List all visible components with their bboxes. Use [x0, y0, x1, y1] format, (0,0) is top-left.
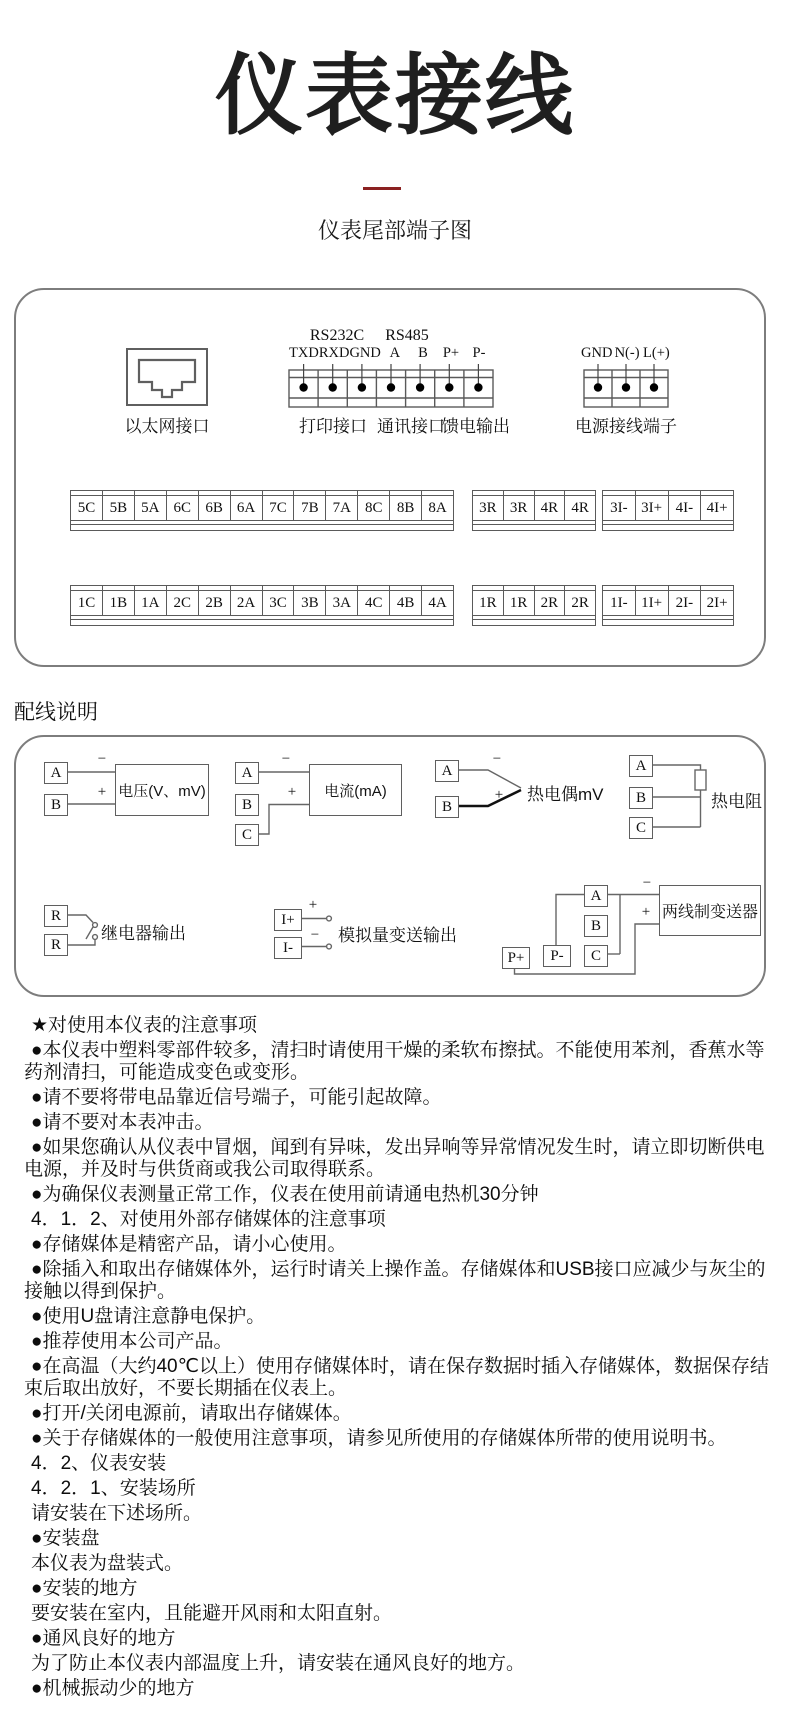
voltage-box: 电压(V、mV) [115, 764, 209, 816]
note-line: 要安装在室内，且能避开风雨和太阳直射。 [31, 1603, 393, 1624]
terminal-box: A [629, 755, 653, 777]
note-line: ●存储媒体是精密产品，请小心使用。 [31, 1234, 347, 1255]
note-line: ●请不要对本表冲击。 [31, 1112, 214, 1133]
terminal-cell: 4C [358, 586, 390, 615]
terminal-cell: 2B [199, 586, 231, 615]
plus-sign: + [494, 787, 504, 803]
terminal-cell: 4I- [669, 491, 702, 520]
terminal-cell: 1I- [603, 586, 636, 615]
power-pin-labels [581, 345, 671, 362]
terminal-box: R [44, 905, 68, 927]
power-connector-dots [594, 383, 658, 391]
terminal-box: P- [543, 945, 571, 967]
terminal-cell: 1R [473, 586, 504, 615]
note-line: 4．2．1、安装场所 [31, 1478, 196, 1499]
notes-section [0, 1012, 790, 1703]
note-line: ●推荐使用本公司产品。 [31, 1331, 233, 1352]
terminal-cell: 3R [473, 491, 504, 520]
terminal-cell: 8A [422, 491, 453, 520]
terminal-cell: 4R [565, 491, 595, 520]
note-line: 4．1．2、对使用外部存储媒体的注意事项 [31, 1209, 386, 1230]
terminal-box: C [235, 824, 259, 846]
pin-label: GND [349, 345, 381, 361]
terminal-strip-row2-channels [70, 585, 454, 626]
terminal-box: C [584, 945, 608, 967]
terminal-cell: 2R [535, 586, 566, 615]
feed-output-caption: 馈电输出 [442, 417, 510, 436]
terminal-cell: 8C [358, 491, 390, 520]
terminal-cell: 1A [135, 586, 167, 615]
note-line: ●使用U盘请注意静电保护。 [31, 1306, 266, 1327]
terminal-strip-row2-currents [602, 585, 734, 626]
terminal-box: A [435, 760, 459, 782]
subtitle: 仪表尾部端子图 [317, 218, 472, 243]
note-line: ●关于存储媒体的一般使用注意事项，请参见所使用的存储媒体所带的使用说明书。 [31, 1428, 727, 1449]
terminal-strip-row2-relays [472, 585, 596, 626]
terminal-cell: 3C [263, 586, 295, 615]
terminal-cell: 6A [231, 491, 263, 520]
analog-output-label: 模拟量变送输出 [338, 926, 457, 945]
terminal-box: B [235, 794, 259, 816]
current-box: 电流(mA) [309, 764, 402, 816]
pin-label: TXD [289, 345, 319, 361]
note-line: 为了防止本仪表内部温度上升，请安装在通风良好的地方。 [31, 1653, 526, 1674]
terminal-cell: 2A [231, 586, 263, 615]
terminal-cell: 1B [103, 586, 135, 615]
note-line: ●本仪表中塑料零部件较多，清扫时请使用干燥的柔软布擦拭。不能使用苯剂，香蕉水等药剂清扫，可能造成变色或变形。 [24, 1040, 765, 1083]
note-line: ●通风良好的地方 [31, 1628, 176, 1649]
terminal-cell: 2C [167, 586, 199, 615]
terminal-cell: 5A [135, 491, 167, 520]
pin-label: GND [581, 345, 613, 361]
terminal-cell: 7B [294, 491, 326, 520]
terminal-cell: 8B [390, 491, 422, 520]
minus-sign: − [642, 875, 652, 891]
terminal-cell: 7C [263, 491, 295, 520]
rs485-label: RS485 [385, 327, 429, 344]
terminal-cell: 3I+ [636, 491, 669, 520]
rs232c-label: RS232C [309, 327, 365, 344]
terminal-box: B [629, 787, 653, 809]
terminal-strip-row1-relays [472, 490, 596, 531]
terminal-box: A [584, 885, 608, 907]
pin-label: L(+) [643, 345, 670, 361]
print-port-caption: 打印接口 [299, 417, 367, 436]
note-line: ●安装盘 [31, 1528, 100, 1549]
terminal-cell: 2I+ [701, 586, 733, 615]
note-line: ●机械振动少的地方 [31, 1678, 195, 1699]
note-line: ●请不要将带电品靠近信号端子，可能引起故障。 [31, 1087, 442, 1108]
terminal-cell: 1C [71, 586, 103, 615]
terminal-cell: 5B [103, 491, 135, 520]
plus-sign: + [97, 784, 107, 800]
terminal-cell: 1I+ [636, 586, 669, 615]
ethernet-caption: 以太网接口 [124, 417, 210, 436]
minus-sign: − [97, 751, 107, 767]
terminal-cell: 3I- [603, 491, 636, 520]
terminal-cell: 3A [326, 586, 358, 615]
terminal-box: B [44, 794, 68, 816]
pin-label: P- [472, 345, 486, 361]
terminal-cell: 2R [565, 586, 595, 615]
pin-label: RXD [318, 345, 350, 361]
terminal-box: I+ [274, 909, 302, 931]
note-line: 本仪表为盘装式。 [31, 1553, 184, 1574]
minus-sign: − [310, 927, 320, 943]
note-line: ●在高温（大约40℃以上）使用存储媒体时，请在保存数据时插入存储媒体，数据保存结束后取出放好，不要长期插在仪表上。 [24, 1356, 769, 1399]
note-line: ★对使用本仪表的注意事项 [31, 1015, 258, 1036]
pin-label: N(-) [614, 345, 640, 361]
terminal-cell: 4A [422, 586, 453, 615]
accent-line [363, 187, 401, 190]
minus-sign: − [492, 751, 502, 767]
terminal-box: A [235, 762, 259, 784]
relay-label: 继电器输出 [101, 924, 186, 943]
terminal-cell: 7A [326, 491, 358, 520]
comm-pin-labels [289, 345, 493, 362]
plus-sign: + [641, 904, 651, 920]
note-line: 4．2、仪表安装 [31, 1453, 167, 1474]
note-line: ●除插入和取出存储媒体外，运行时请关上操作盖。存储媒体和USB接口应减少与灰尘的接触以得到保护。 [24, 1259, 766, 1302]
terminal-box: C [629, 817, 653, 839]
transmitter-box: 两线制变送器 [659, 885, 761, 936]
page-title: 仪表接线 [214, 46, 575, 145]
terminal-diagram-panel [14, 288, 766, 667]
terminal-cell: 2I- [669, 586, 702, 615]
terminal-cell: 4I+ [701, 491, 733, 520]
terminal-box: P+ [502, 947, 530, 969]
note-line: ●打开/关闭电源前，请取出存储媒体。 [31, 1403, 352, 1424]
comm-port-caption: 通讯接口 [377, 417, 445, 436]
plus-sign: + [308, 897, 318, 913]
terminal-box: B [584, 915, 608, 937]
note-line: ●为确保仪表测量正常工作，仪表在使用前请通电热机30分钟 [31, 1184, 539, 1205]
note-line: 请安装在下述场所。 [31, 1503, 203, 1524]
terminal-cell: 4R [535, 491, 566, 520]
terminal-box: R [44, 934, 68, 956]
rtd-label: 热电阻 [711, 792, 762, 811]
pin-label: P+ [442, 345, 460, 361]
pin-label: A [389, 345, 401, 361]
terminal-strip-row1-currents [602, 490, 734, 531]
terminal-box: A [44, 762, 68, 784]
comm-connector-dots [299, 383, 482, 391]
terminal-cell: 6B [199, 491, 231, 520]
terminal-box: B [435, 796, 459, 818]
wiring-diagram-panel [14, 735, 766, 997]
plus-sign: + [287, 784, 297, 800]
note-line: ●安装的地方 [31, 1578, 138, 1599]
minus-sign: − [281, 751, 291, 767]
terminal-cell: 1R [504, 586, 535, 615]
terminal-cell: 3R [504, 491, 535, 520]
terminal-box: I- [274, 937, 302, 959]
terminal-cell: 3B [294, 586, 326, 615]
wiring-heading: 配线说明 [14, 701, 98, 724]
power-terminal-caption: 电源接线端子 [575, 417, 677, 436]
terminal-cell: 6C [167, 491, 199, 520]
terminal-cell: 5C [71, 491, 103, 520]
thermocouple-label: 热电偶mV [527, 785, 604, 804]
pin-label: B [418, 345, 428, 361]
note-line: ●如果您确认从仪表中冒烟，闻到有异味，发出异响等异常情况发生时，请立即切断供电电源，并及时与供货商或我公司取得联系。 [24, 1137, 765, 1180]
terminal-cell: 4B [390, 586, 422, 615]
terminal-strip-row1-channels [70, 490, 454, 531]
